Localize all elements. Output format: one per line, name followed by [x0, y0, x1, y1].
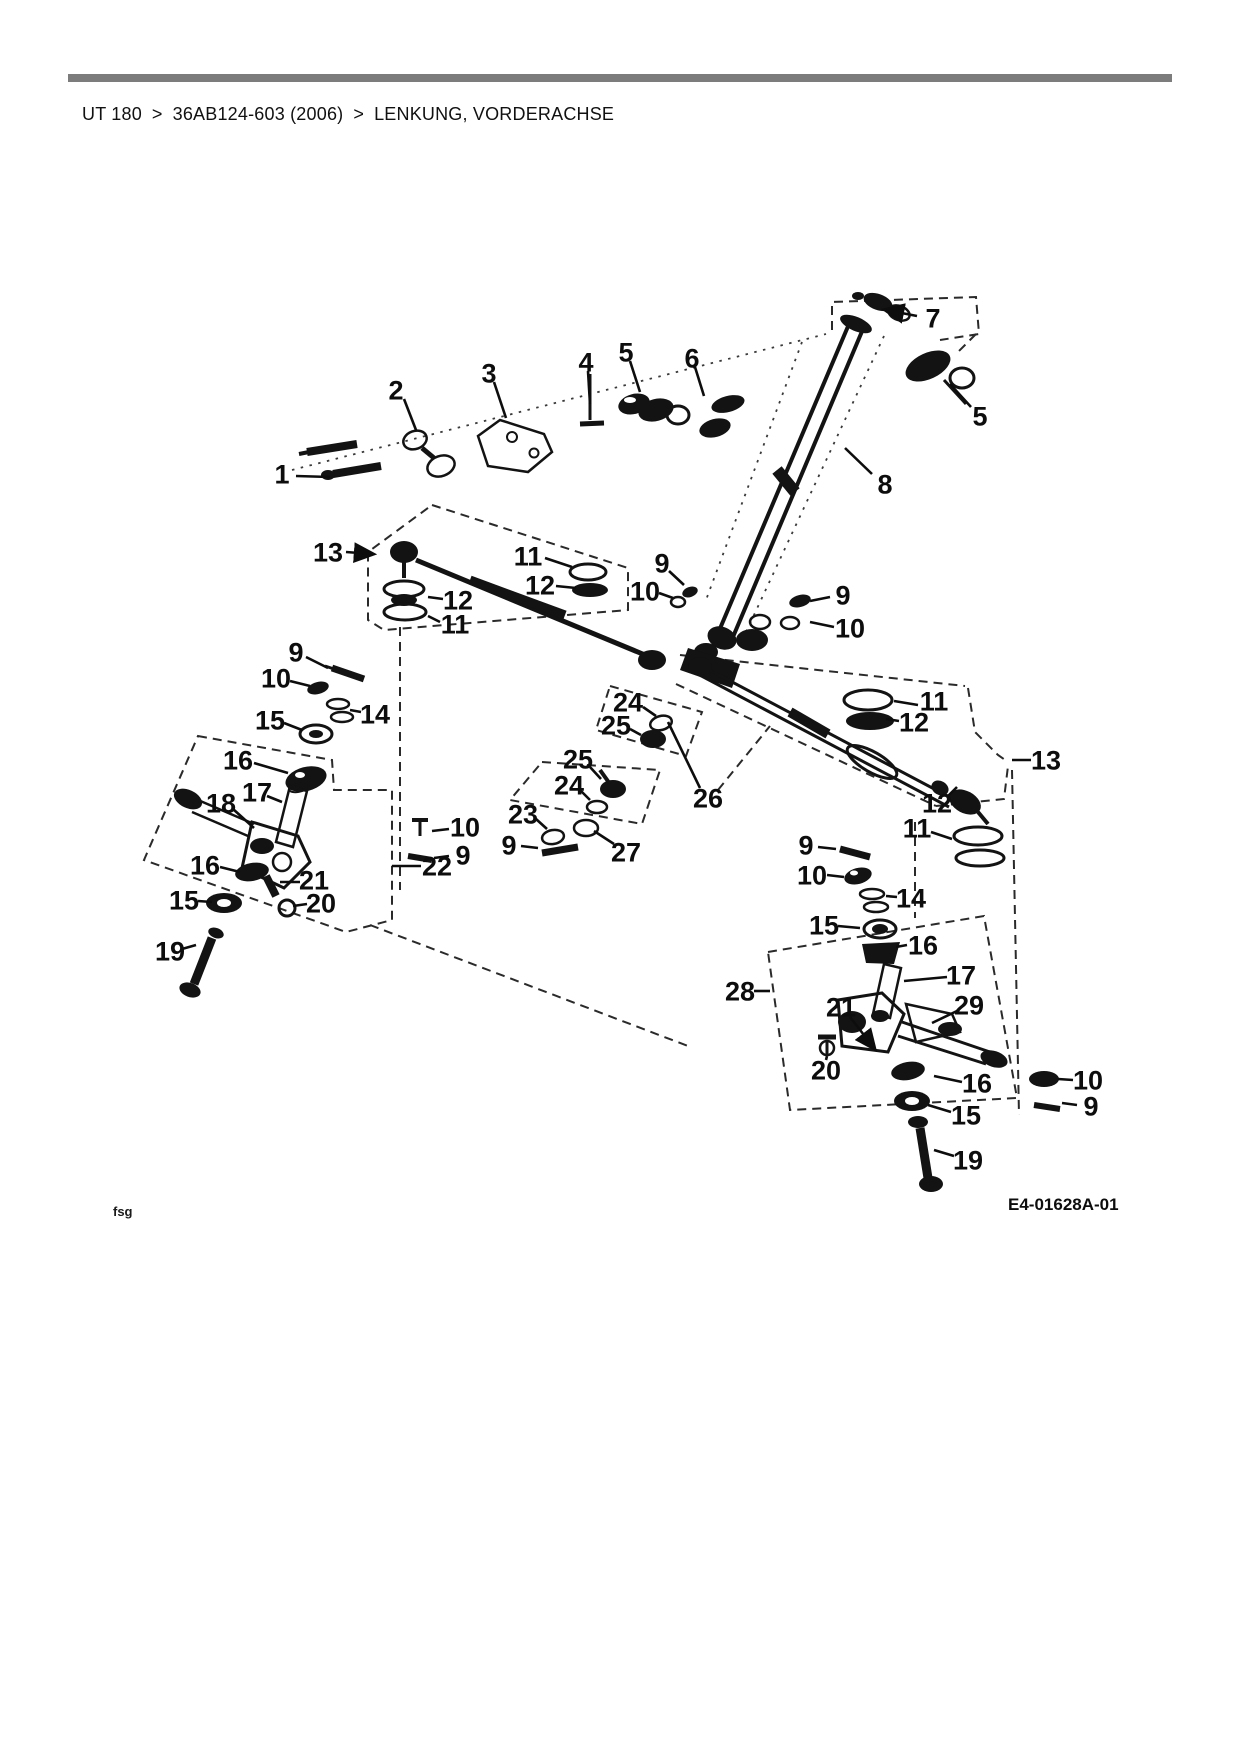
svg-text:1: 1 — [274, 459, 290, 490]
svg-text:10: 10 — [449, 812, 481, 843]
svg-text:16: 16 — [961, 1068, 993, 1099]
breadcrumb-item: UT 180 — [82, 104, 142, 124]
svg-text:25: 25 — [600, 710, 632, 741]
callout-10 — [630, 577, 673, 607]
svg-text:24: 24 — [553, 770, 585, 801]
callout-14 — [350, 700, 390, 730]
svg-text:10: 10 — [796, 860, 828, 891]
callout-29 — [932, 991, 984, 1023]
svg-text:17: 17 — [241, 777, 273, 808]
svg-text:9: 9 — [654, 548, 670, 579]
callout-13 — [1012, 746, 1061, 776]
svg-text:16: 16 — [222, 745, 254, 776]
svg-text:26: 26 — [692, 783, 724, 814]
svg-text:19: 19 — [154, 936, 186, 967]
callout-15 — [809, 911, 860, 941]
svg-text:9: 9 — [835, 580, 851, 611]
svg-text:11: 11 — [902, 813, 932, 844]
svg-text:5: 5 — [618, 337, 634, 368]
svg-text:16: 16 — [907, 930, 939, 961]
callout-11 — [428, 610, 469, 640]
breadcrumb-item: 36AB124-603 (2006) — [172, 104, 344, 124]
callout-9 — [1062, 1092, 1099, 1122]
callout-9 — [501, 831, 538, 861]
svg-text:14: 14 — [359, 699, 391, 730]
callout-28 — [725, 977, 770, 1007]
svg-text:13: 13 — [1030, 745, 1062, 776]
svg-text:9: 9 — [798, 830, 814, 861]
callout-8 — [845, 448, 893, 500]
svg-text:23: 23 — [507, 799, 539, 830]
svg-text:8: 8 — [877, 469, 893, 500]
callout-5 — [950, 384, 988, 432]
callout-14 — [886, 884, 926, 914]
callout-19 — [155, 937, 196, 967]
svg-text:9: 9 — [501, 830, 517, 861]
svg-text:25: 25 — [562, 744, 594, 775]
callout-21 — [826, 993, 874, 1048]
svg-text:9: 9 — [455, 840, 471, 871]
callout-labels — [155, 304, 1103, 1176]
svg-text:20: 20 — [305, 888, 337, 919]
part-right-tie-rod — [688, 657, 1004, 866]
svg-text:11: 11 — [513, 541, 543, 572]
svg-text:12: 12 — [898, 707, 930, 738]
svg-text:11: 11 — [919, 686, 949, 717]
svg-text:28: 28 — [724, 976, 756, 1007]
callout-26 — [668, 722, 723, 814]
svg-text:10: 10 — [1072, 1065, 1104, 1096]
callout-10 — [432, 813, 480, 843]
callout-23 — [508, 800, 547, 830]
drawing-number: E4-01628A-01 — [1008, 1195, 1119, 1214]
callout-10 — [797, 861, 844, 891]
svg-text:11: 11 — [440, 609, 470, 640]
svg-text:14: 14 — [895, 883, 927, 914]
svg-text:9: 9 — [1083, 1091, 1099, 1122]
svg-text:15: 15 — [950, 1100, 982, 1131]
callout-5 — [618, 338, 640, 392]
svg-text:5: 5 — [972, 401, 988, 432]
svg-text:9: 9 — [288, 637, 304, 668]
callout-17 — [904, 961, 976, 991]
callout-12 — [525, 571, 576, 601]
svg-text:17: 17 — [945, 960, 977, 991]
callout-6 — [684, 344, 704, 396]
svg-text:10: 10 — [834, 613, 866, 644]
part-fastener-row — [299, 374, 746, 480]
svg-text:29: 29 — [953, 990, 985, 1021]
breadcrumb-separator: > — [151, 104, 163, 124]
callout-16 — [934, 1069, 992, 1099]
svg-text:10: 10 — [260, 663, 292, 694]
callout-10 — [810, 614, 865, 644]
svg-text:20: 20 — [810, 1055, 842, 1086]
callout-15 — [928, 1101, 981, 1131]
svg-text:18: 18 — [205, 788, 237, 819]
callout-10 — [261, 664, 310, 694]
svg-text:7: 7 — [925, 303, 941, 334]
breadcrumb-item: LENKUNG, VORDERACHSE — [374, 104, 615, 124]
callout-15 — [255, 706, 302, 736]
svg-text:21: 21 — [298, 865, 330, 896]
svg-text:15: 15 — [168, 885, 200, 916]
svg-text:12: 12 — [524, 570, 556, 601]
svg-text:6: 6 — [684, 343, 700, 374]
svg-text:21: 21 — [825, 992, 857, 1023]
svg-text:12: 12 — [921, 788, 953, 819]
callout-16 — [896, 931, 938, 961]
svg-text:15: 15 — [808, 910, 840, 941]
svg-text:24: 24 — [612, 687, 644, 718]
callout-27 — [594, 831, 641, 868]
svg-text:15: 15 — [254, 705, 286, 736]
svg-text:22: 22 — [421, 851, 453, 882]
callout-3 — [481, 359, 506, 418]
callout-15 — [169, 886, 212, 916]
svg-text:10: 10 — [629, 576, 661, 607]
svg-text:16: 16 — [189, 850, 221, 881]
svg-text:12: 12 — [442, 585, 474, 616]
callout-24 — [554, 771, 590, 801]
breadcrumb-separator: > — [353, 104, 365, 124]
svg-text:27: 27 — [610, 837, 642, 868]
svg-text:13: 13 — [312, 537, 344, 568]
callout-9 — [810, 581, 851, 611]
callout-19 — [934, 1146, 983, 1176]
svg-text:4: 4 — [578, 347, 594, 378]
callout-9 — [798, 831, 836, 861]
callout-13 — [313, 538, 372, 568]
callout-20 — [811, 1056, 841, 1086]
callout-16 — [190, 851, 240, 881]
svg-text:3: 3 — [481, 358, 497, 389]
callout-9 — [288, 638, 328, 668]
callout-17 — [242, 778, 282, 808]
watermark: fsg — [113, 1204, 133, 1219]
svg-text:19: 19 — [952, 1145, 984, 1176]
callout-2 — [388, 376, 416, 430]
part-steering-shaft — [680, 289, 974, 688]
svg-text:2: 2 — [388, 375, 404, 406]
